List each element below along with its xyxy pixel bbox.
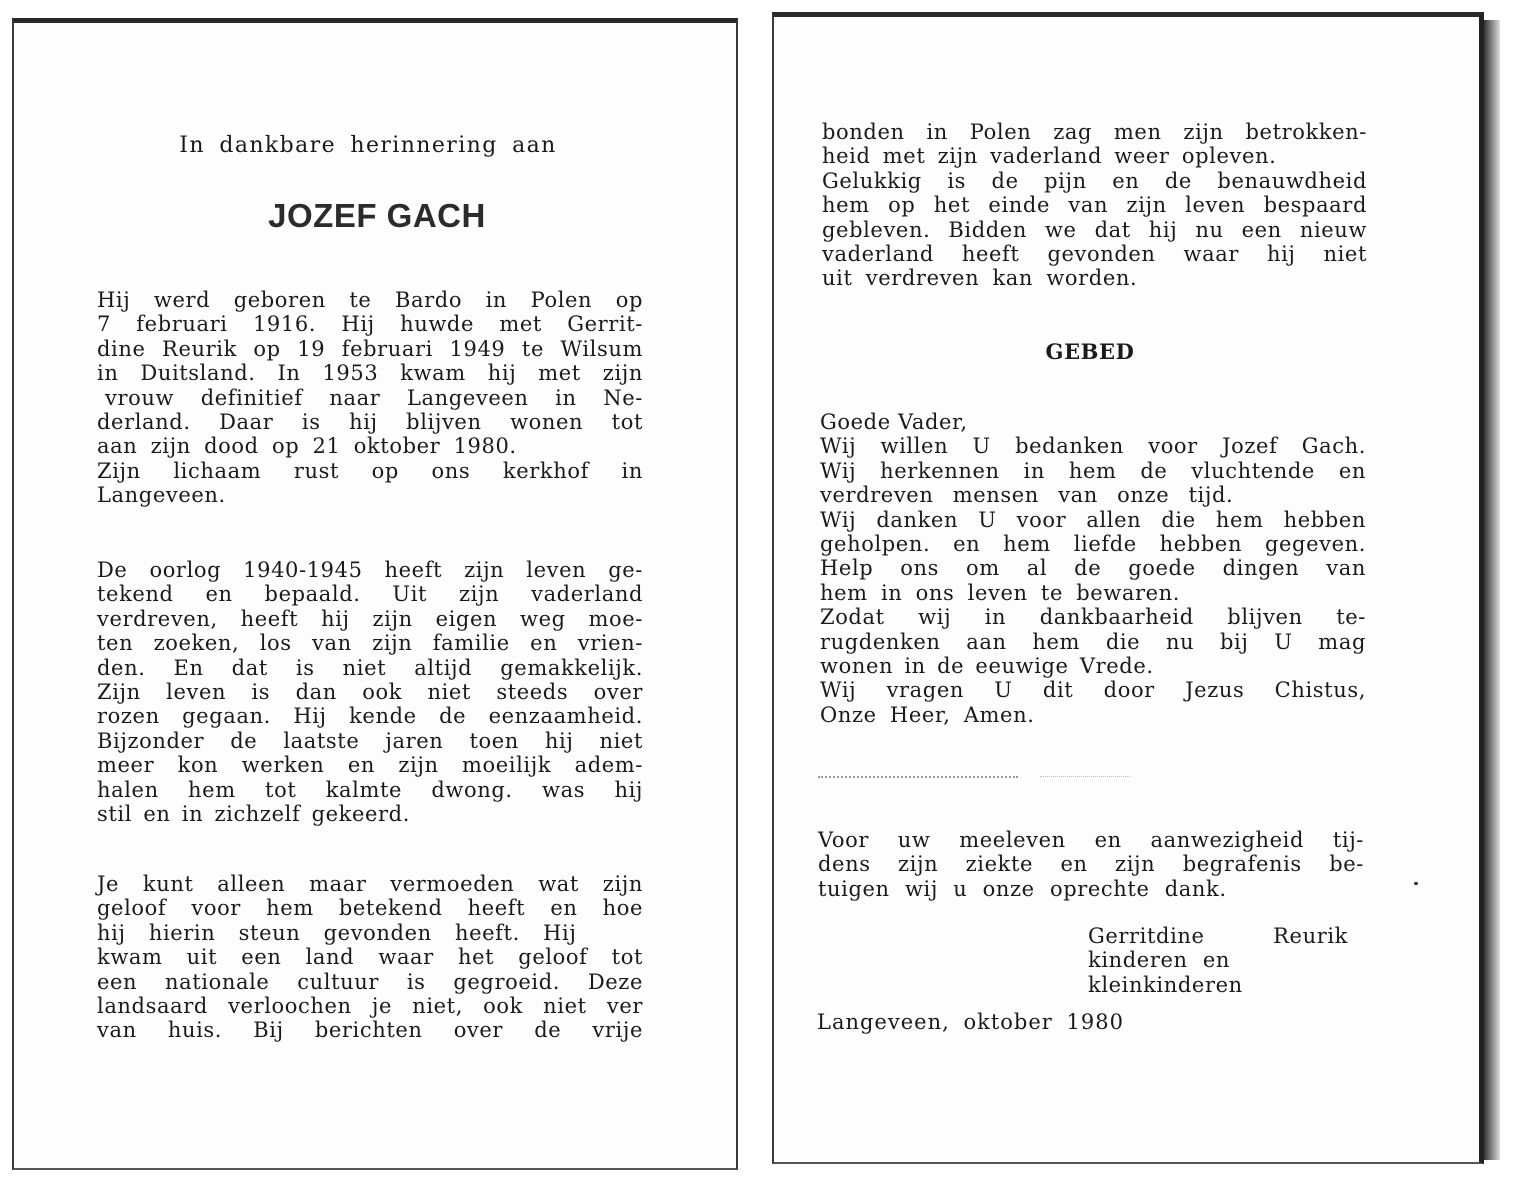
text-line: tekend en bepaald. Uit zijn vaderland <box>97 582 643 607</box>
biography-paragraph-1 <box>97 288 643 508</box>
text-line: Zodat wij in dankbaarheid blijven te- <box>820 605 1366 630</box>
text-line: Zijn lichaam rust op ons kerkhof in <box>97 458 643 483</box>
text-line: verdreven, heeft hij zijn eigen weg moe- <box>97 606 643 631</box>
text-line: geloof voor hem betekend heeft en hoe <box>97 896 643 921</box>
text-line: hem op het einde van zijn leven bespaard <box>822 193 1367 218</box>
text-line: rozen gegaan. Hij kende de eenzaamheid. <box>97 704 643 729</box>
signer-line: kinderen en <box>1088 948 1231 973</box>
text-line: derland. Daar is hij blijven wonen tot <box>97 410 643 435</box>
prayer-title: GEBED <box>1045 339 1135 364</box>
continued-text <box>822 120 1367 291</box>
text-line: geholpen. en hem liefde hebben gegeven. <box>820 532 1366 557</box>
text-line: Wij willen U bedanken voor Jozef Gach. <box>820 434 1366 459</box>
text-line: gebleven. Bidden we dat hij nu een nieuw <box>822 217 1367 242</box>
text-line: hem in ons leven te bewaren. <box>820 580 1181 605</box>
dotted-divider <box>818 776 1018 778</box>
text-line: meer kon werken en zijn moeilijk adem- <box>97 753 643 778</box>
text-line: ten zoeken, los van zijn familie en vrien- <box>97 631 643 656</box>
text-line: vaderland heeft gevonden waar hij niet <box>822 242 1367 267</box>
text-line: 7 februari 1916. Hij huwde met Gerrit- <box>97 312 643 337</box>
place-and-date: Langeveen, oktober 1980 <box>817 1010 1124 1034</box>
text-line: Hij werd geboren te Bardo in Polen op <box>97 288 643 312</box>
text-line: van huis. Bij berichten over de vrije <box>97 1018 643 1043</box>
signer-line: kleinkinderen <box>1088 972 1243 997</box>
text-line: De oorlog 1940-1945 heeft zijn leven ge- <box>97 558 643 582</box>
text-line: wonen in de eeuwige Vrede. <box>820 654 1154 679</box>
text-line: Je kunt alleen maar vermoeden wat zijn <box>97 872 643 896</box>
card-edge-shadow <box>1484 20 1500 1160</box>
ink-speck <box>1414 882 1418 885</box>
text-line: dens zijn ziekte en zijn begrafenis be- <box>818 852 1364 877</box>
text-line: den. En dat is niet altijd gemakkelijk. <box>97 655 643 680</box>
text-line: vrouw definitief naar Langeveen in Ne- <box>105 385 643 410</box>
text-line: kwam uit een land waar het geloof tot <box>97 945 643 970</box>
text-line: een nationale cultuur is gegroeid. Deze <box>97 969 643 994</box>
text-line: uit verdreven kan worden. <box>822 266 1138 291</box>
text-line: aan zijn dood op 21 oktober 1980. <box>97 434 517 459</box>
signers <box>1088 924 1348 997</box>
text-line: Bijzonder de laatste jaren toen hij niet <box>97 728 643 753</box>
prayer-text <box>820 410 1366 727</box>
text-line: landsaard verloochen je niet, ook niet ver <box>97 994 643 1019</box>
text-line: Voor uw meeleven en aanwezigheid tij- <box>818 828 1364 852</box>
text-line: Wij danken U voor allen die hem hebben <box>820 507 1366 532</box>
text-line: Wij vragen U dit door Jezus Chistus, <box>820 678 1366 703</box>
intro-line: In dankbare herinnering aan <box>179 133 557 158</box>
text-line: tuigen wij u onze oprechte dank. <box>818 876 1227 901</box>
text-line: Onze Heer, Amen. <box>820 702 1035 727</box>
text-line: halen hem tot kalmte dwong. was hij <box>97 777 643 802</box>
text-line: bonden in Polen zag men zijn betrokken- <box>822 120 1367 144</box>
dotted-divider <box>1040 776 1130 777</box>
biography-paragraph-3 <box>97 872 643 1043</box>
text-line: Langeveen. <box>97 483 226 508</box>
text-line: Wij herkennen in hem de vluchtende en <box>820 458 1366 483</box>
text-line: in Duitsland. In 1953 kwam hij met zijn <box>97 361 643 386</box>
signer-line: Gerritdine Reurik <box>1088 924 1348 948</box>
text-line: verdreven mensen van onze tijd. <box>820 483 1234 508</box>
text-line: rugdenken aan hem die nu bij U mag <box>820 629 1366 654</box>
text-line: Goede Vader, <box>820 410 968 434</box>
text-line: heid met zijn vaderland weer opleven. <box>822 144 1277 169</box>
deceased-name: JOZEF GACH <box>268 197 486 234</box>
text-line: Zijn leven is dan ook niet steeds over <box>97 680 643 705</box>
thanks-text <box>818 828 1364 901</box>
text-line: dine Reurik op 19 februari 1949 te Wilsum <box>97 336 643 361</box>
text-line: stil en in zichzelf gekeerd. <box>97 802 410 827</box>
text-line: hij hierin steun gevonden heeft. Hij <box>97 920 577 945</box>
biography-paragraph-2 <box>97 558 643 826</box>
text-line: Gelukkig is de pijn en de benauwdheid <box>822 168 1367 193</box>
text-line: Help ons om al de goede dingen van <box>820 556 1366 581</box>
